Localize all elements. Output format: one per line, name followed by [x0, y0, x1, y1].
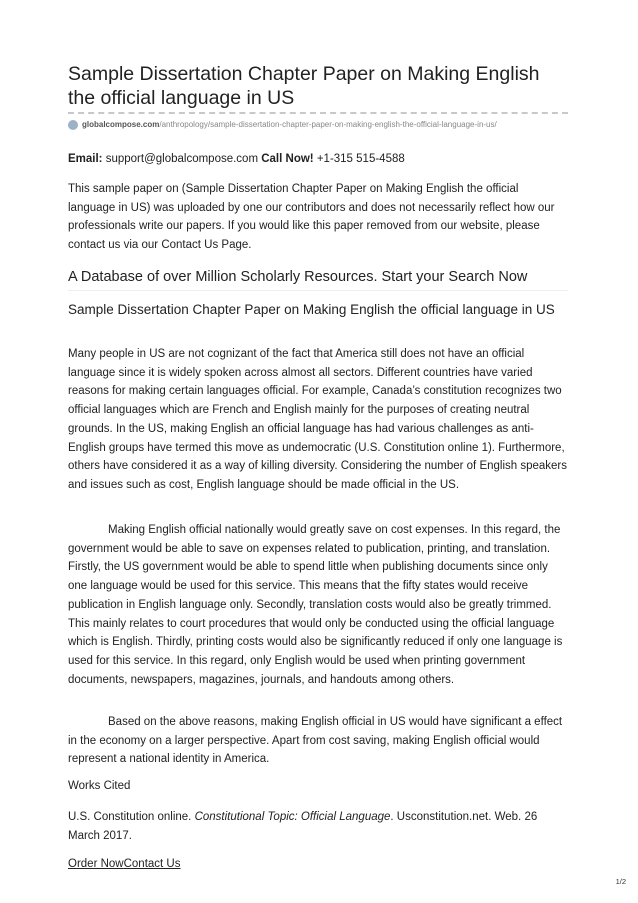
citation-title: Constitutional Topic: Official Language — [194, 811, 391, 823]
contact-us-link[interactable]: Contact Us — [123, 858, 181, 870]
database-heading: A Database of over Million Scholarly Resources. Start your Search Now — [68, 267, 568, 291]
source-domain: globalcompose.com — [82, 120, 160, 129]
citation — [68, 808, 568, 845]
globe-icon — [68, 120, 78, 130]
source-path: /anthropology/sample-dissertation-chapter-paper-on-making-english-the-official-language-in-us/ — [159, 120, 497, 129]
page-number: 1/2 — [615, 877, 626, 886]
body-paragraph-3: Based on the above reasons, making English official in US would have significant a effect in the economy on a larger perspective. Apart from cost saving, making English official would represent a national identity in America. — [68, 716, 563, 766]
section-heading: Sample Dissertation Chapter Paper on Making English the official language in US — [68, 302, 555, 317]
citation-suffix: . Usconstitution.net. Web. 26 March 2017. — [68, 811, 538, 842]
citation-prefix: U.S. Constitution online. — [68, 811, 192, 823]
order-now-link[interactable]: Order Now — [68, 858, 124, 870]
contact-line — [68, 151, 405, 167]
source-url[interactable] — [68, 119, 568, 131]
email-value: support@globalcompose.com — [105, 153, 259, 165]
works-cited-heading: Works Cited — [68, 780, 131, 792]
body-paragraph-1: Many people in US are not cognizant of the fact that America still does not have an official language since it is widely spoken across almost all sectors. Different countries have varied reasons for making certain languages official. For example, Canada’s constitution recognizes two official languages which are French and English mainly for the purposes of creating neutral grounds. In the US, making English an official language has had various challenges as anti-English groups have termed this move as undemocratic (U.S. Constitution online 1). Furthermore, others have considered it as a way of killing diversity. Considering the number of English speakers and issues such as cost, English language should be made official in the US. — [68, 348, 568, 491]
dashed-divider — [68, 112, 568, 114]
document-title: Sample Dissertation Chapter Paper on Making English the official language in US — [68, 63, 540, 109]
body-paragraph-2: Making English official nationally would greatly save on cost expenses. In this regard, the government would be able to save on expenses related to publication, printing, and translation. Firstly, the US government would be able to spend little when publishing documents since only one language would be used for this service. This means that the fifty states would receive publication in English language only. Secondly, translation costs would also be greatly trimmed. This mainly relates to court procedures that would only be conducted using the official language which is English. Thirdly, printing costs would also be significantly reduced if only one language is used for this service. In this regard, only English would be used when printing government documents, newspapers, magazines, journals, and handouts among others. — [68, 524, 563, 686]
footer-links — [68, 856, 181, 872]
email-label: Email: — [68, 153, 103, 165]
call-label: Call Now! — [261, 153, 314, 165]
intro-paragraph: This sample paper on (Sample Dissertation Chapter Paper on Making English the official language in US) was uploaded by one our contributors and does not necessarily reflect how our professionals write our papers. If you would like this paper removed from our website, please contact us via our Contact Us Page. — [68, 183, 555, 252]
phone-value: +1-315 515-4588 — [316, 153, 405, 165]
